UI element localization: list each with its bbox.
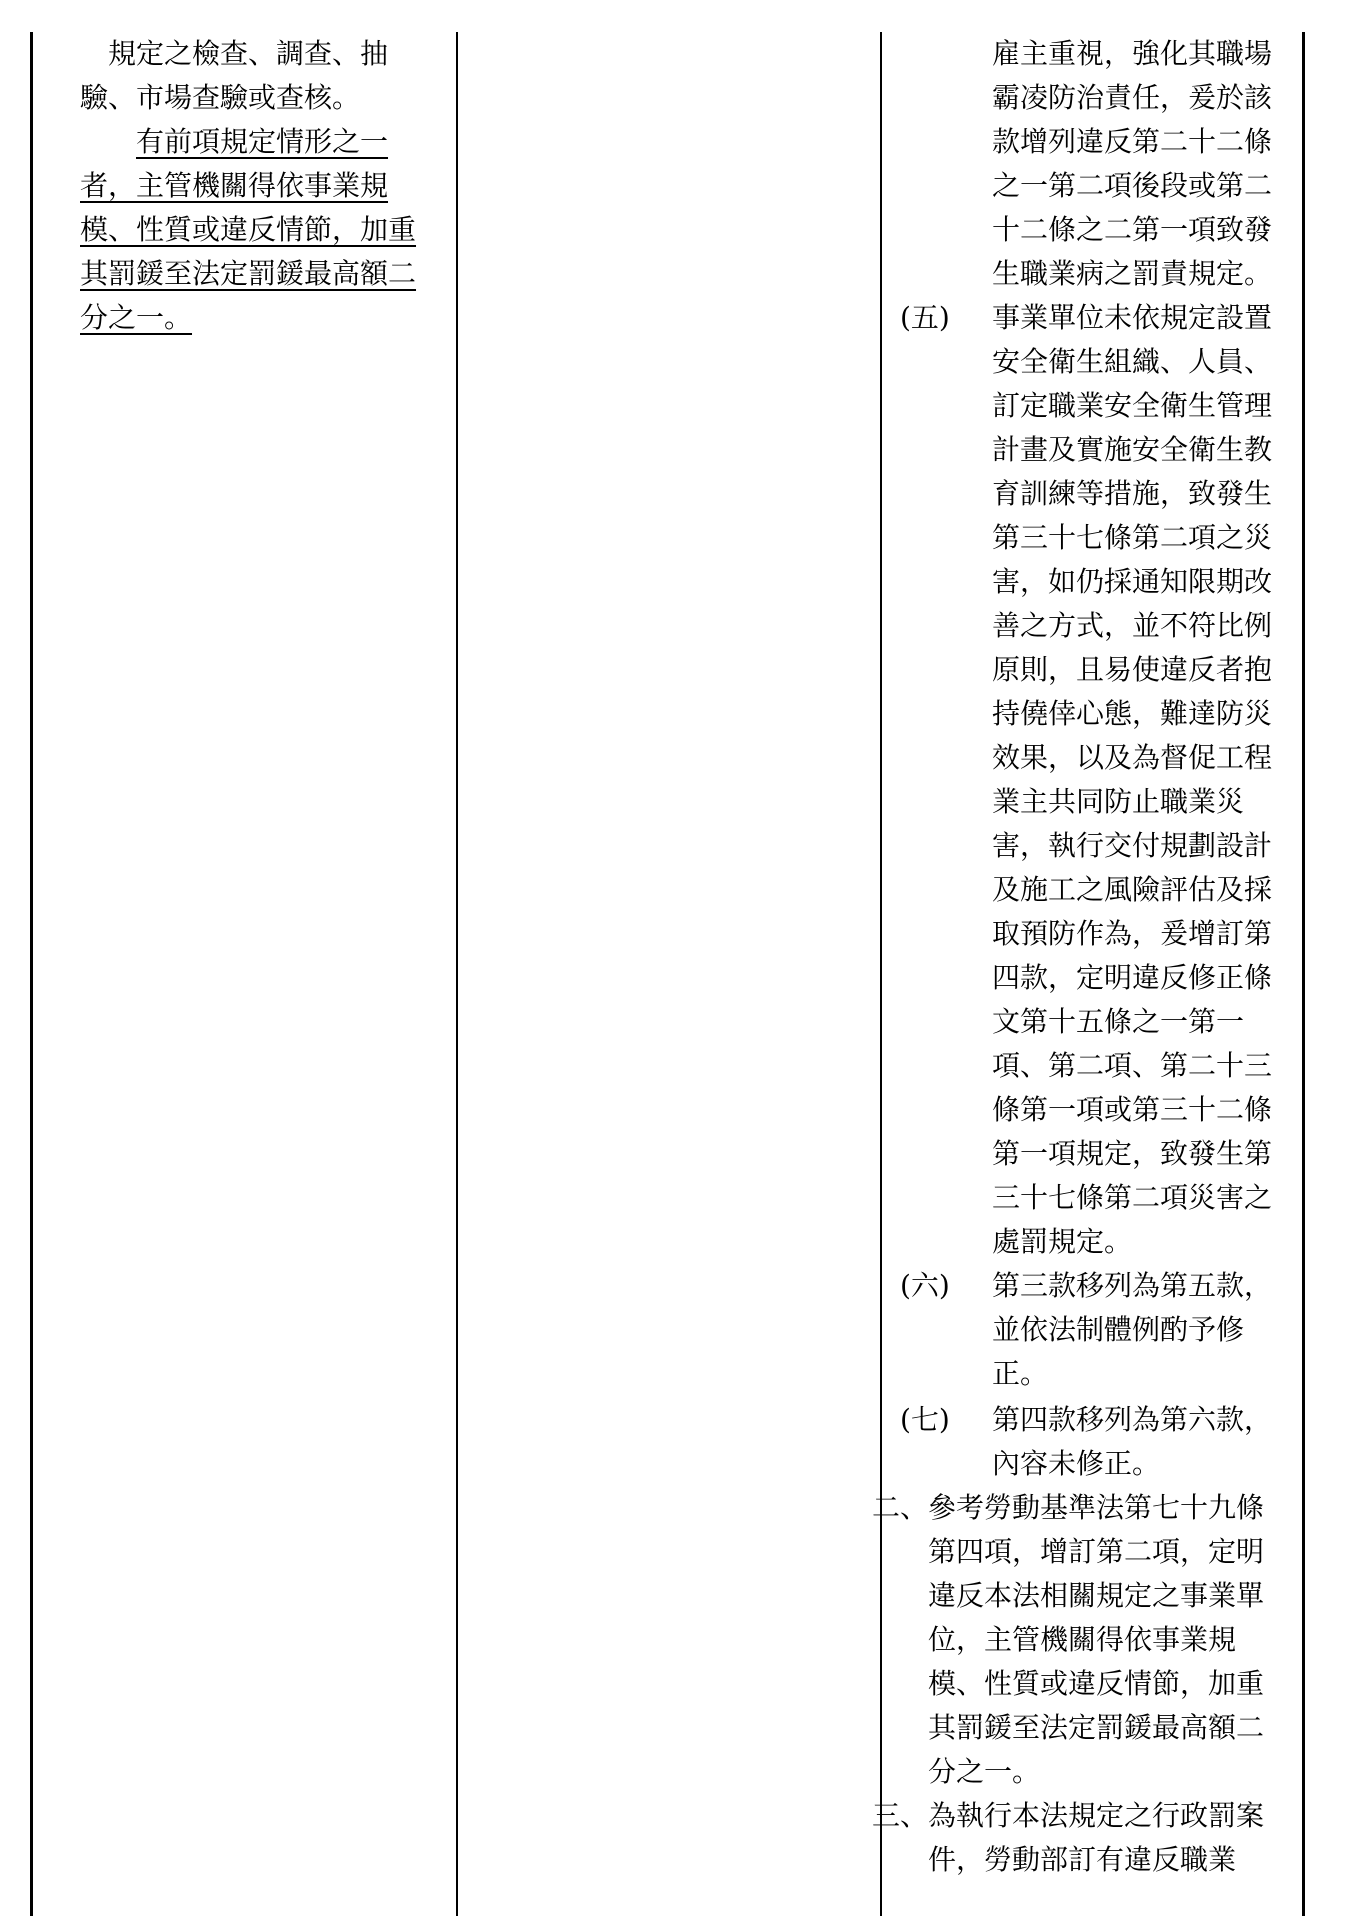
table-border-right <box>1302 32 1305 1916</box>
point-label: 二、 <box>872 1491 929 1524</box>
underlined-amendment: 有前項規定情形之一者，主管機關得依事業規模、性質或違反情節，加重其罰鍰至法定罰鍰最高額二分之一。 <box>80 125 417 334</box>
item-text: 事業單位未依規定設置安全衛生組織、人員、訂定職業安全衛生管理計畫及實施安全衛生教育訓練等措施，致發生第三十七條第二項之災害，如仍採通知限期改善之方式，並不符比例原則，且易使違反者抱持僥倖心態，難達防災效果，以及為督促工程業主共同防止職業災害，執行交付規劃設計及施工之風險評估及採取預防作為，爰增訂第四款，定明違反修正條文第十五條之一第一項、第二項、第二十三條第一項或第三十二條第一項規定，致發生第三十七條第二項災害之處罰規定。 <box>992 301 1273 1258</box>
item-label: (七) <box>900 1403 950 1436</box>
continued-item-text: 雇主重視，強化其職場霸凌防治責任，爰於該款增列違反第二十二條之一第二項後段或第二十二條之二第一項致發生職業病之罰責規定。 <box>992 37 1273 290</box>
table-border-left <box>30 32 33 1916</box>
explanation-item-5 <box>900 296 1290 1264</box>
item-label: (六) <box>900 1269 950 1302</box>
explanation-point-3 <box>872 1794 1290 1882</box>
point-text: 為執行本法規定之行政罰案件，勞動部訂有違反職業 <box>928 1799 1265 1876</box>
item-text: 第四款移列為第六款，內容未修正。 <box>992 1403 1273 1480</box>
added-paragraph <box>80 120 442 340</box>
point-label: 三、 <box>872 1799 929 1832</box>
explanation-point-2 <box>872 1486 1290 1794</box>
point-text: 參考勞動基準法第七十九條第四項，增訂第二項，定明違反本法相關規定之事業單位，主管機關得依事業規模、性質或違反情節，加重其罰鍰至法定罰鍰最高額二分之一。 <box>928 1491 1265 1788</box>
article-paragraph: 規定之檢查、調查、抽驗、市場查驗或查核。 <box>80 37 389 114</box>
item-text: 第三款移列為第五款，並依法制體例酌予修正。 <box>992 1269 1273 1390</box>
item-label: (五) <box>900 301 950 334</box>
table-divider-1 <box>456 32 458 1916</box>
amended-text-column <box>80 32 442 340</box>
explanation-item-7 <box>900 1398 1290 1486</box>
explanation-item-6 <box>900 1264 1290 1396</box>
explanation-column <box>872 32 1290 1882</box>
